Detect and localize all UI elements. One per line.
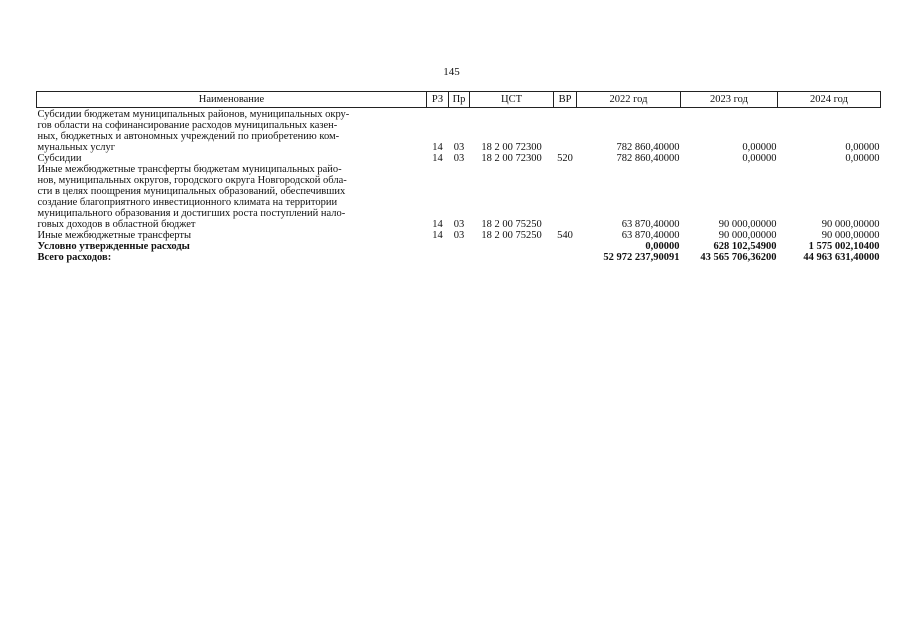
row-2022: 63 870,40000 [621, 219, 680, 230]
row-name: Субсидии бюджетам муниципальных районов, муниципальных окру- гов области на софинансирование расходов муниципальных казен- ных, бюджетных и автономных учреждений по приобретению ком- мунальных услуг [37, 109, 350, 153]
row-vr [554, 241, 577, 252]
header-vr: ВР [554, 92, 577, 108]
expenditure-table [36, 91, 881, 263]
row-cst: 18 2 00 72300 [481, 142, 542, 153]
row-vr [554, 108, 577, 154]
row-2023: 0,00000 [742, 142, 777, 153]
table-row [37, 230, 881, 241]
row-2022: 52 972 237,90091 [603, 252, 680, 263]
header-2022: 2022 год [577, 92, 681, 108]
table-row-total [37, 252, 881, 263]
row-name: Иные межбюджетные трансферты бюджетам муниципальных райо- нов, муниципальных округов, городского округа Новгородской обла- сти в целях поощрения муниципальных образований, обеспечивших создание благоприятного инвестиционного климата на территории муниципального образования и достигших роста поступлений нало- говых доходов в областной бюджет [37, 164, 347, 230]
header-2024: 2024 год [778, 92, 881, 108]
header-cst: ЦСТ [470, 92, 554, 108]
row-2022: 63 870,40000 [621, 230, 680, 241]
row-2022: 782 860,40000 [616, 153, 680, 164]
row-rz: 14 [432, 219, 443, 230]
row-cst: 18 2 00 75250 [481, 219, 542, 230]
row-name: Иные межбюджетные трансферты [37, 230, 192, 241]
row-2022: 0,00000 [645, 241, 680, 252]
row-2023: 0,00000 [742, 153, 777, 164]
row-vr [554, 164, 577, 230]
row-pr: 03 [453, 230, 465, 241]
table-row [37, 108, 881, 154]
row-2022: 782 860,40000 [616, 142, 680, 153]
row-pr: 03 [453, 219, 465, 230]
row-cst [470, 252, 554, 263]
row-pr: 03 [453, 142, 465, 153]
row-2023: 90 000,00000 [718, 230, 777, 241]
table-header-row [37, 92, 881, 108]
row-2024: 0,00000 [845, 142, 880, 153]
row-vr [554, 252, 577, 263]
row-2023: 628 102,54900 [713, 241, 777, 252]
row-2024: 0,00000 [845, 153, 880, 164]
row-2024: 90 000,00000 [821, 219, 880, 230]
row-pr [449, 252, 470, 263]
header-2023: 2023 год [681, 92, 778, 108]
header-name: Наименование [37, 92, 427, 108]
table-row [37, 153, 881, 164]
page-number: 145 [443, 66, 460, 78]
row-vr: 520 [557, 153, 573, 164]
table-row-conditional [37, 241, 881, 252]
row-2024: 1 575 002,10400 [808, 241, 880, 252]
row-name: Субсидии [37, 153, 82, 164]
table-row [37, 164, 881, 230]
row-2024: 44 963 631,40000 [803, 252, 880, 263]
row-2023: 90 000,00000 [718, 219, 777, 230]
row-cst [470, 241, 554, 252]
row-rz: 14 [432, 153, 443, 164]
header-rz: РЗ [427, 92, 449, 108]
row-rz: 14 [432, 142, 443, 153]
row-pr [449, 241, 470, 252]
row-2023: 43 565 706,36200 [700, 252, 777, 263]
row-cst: 18 2 00 72300 [481, 153, 542, 164]
row-name: Условно утвержденные расходы [37, 241, 190, 252]
row-2024: 90 000,00000 [821, 230, 880, 241]
row-rz: 14 [432, 230, 443, 241]
row-vr: 540 [557, 230, 573, 241]
row-cst: 18 2 00 75250 [481, 230, 542, 241]
row-name: Всего расходов: [37, 252, 112, 263]
row-rz [427, 241, 449, 252]
row-rz [427, 252, 449, 263]
header-pr: Пр [449, 92, 470, 108]
row-pr: 03 [453, 153, 465, 164]
